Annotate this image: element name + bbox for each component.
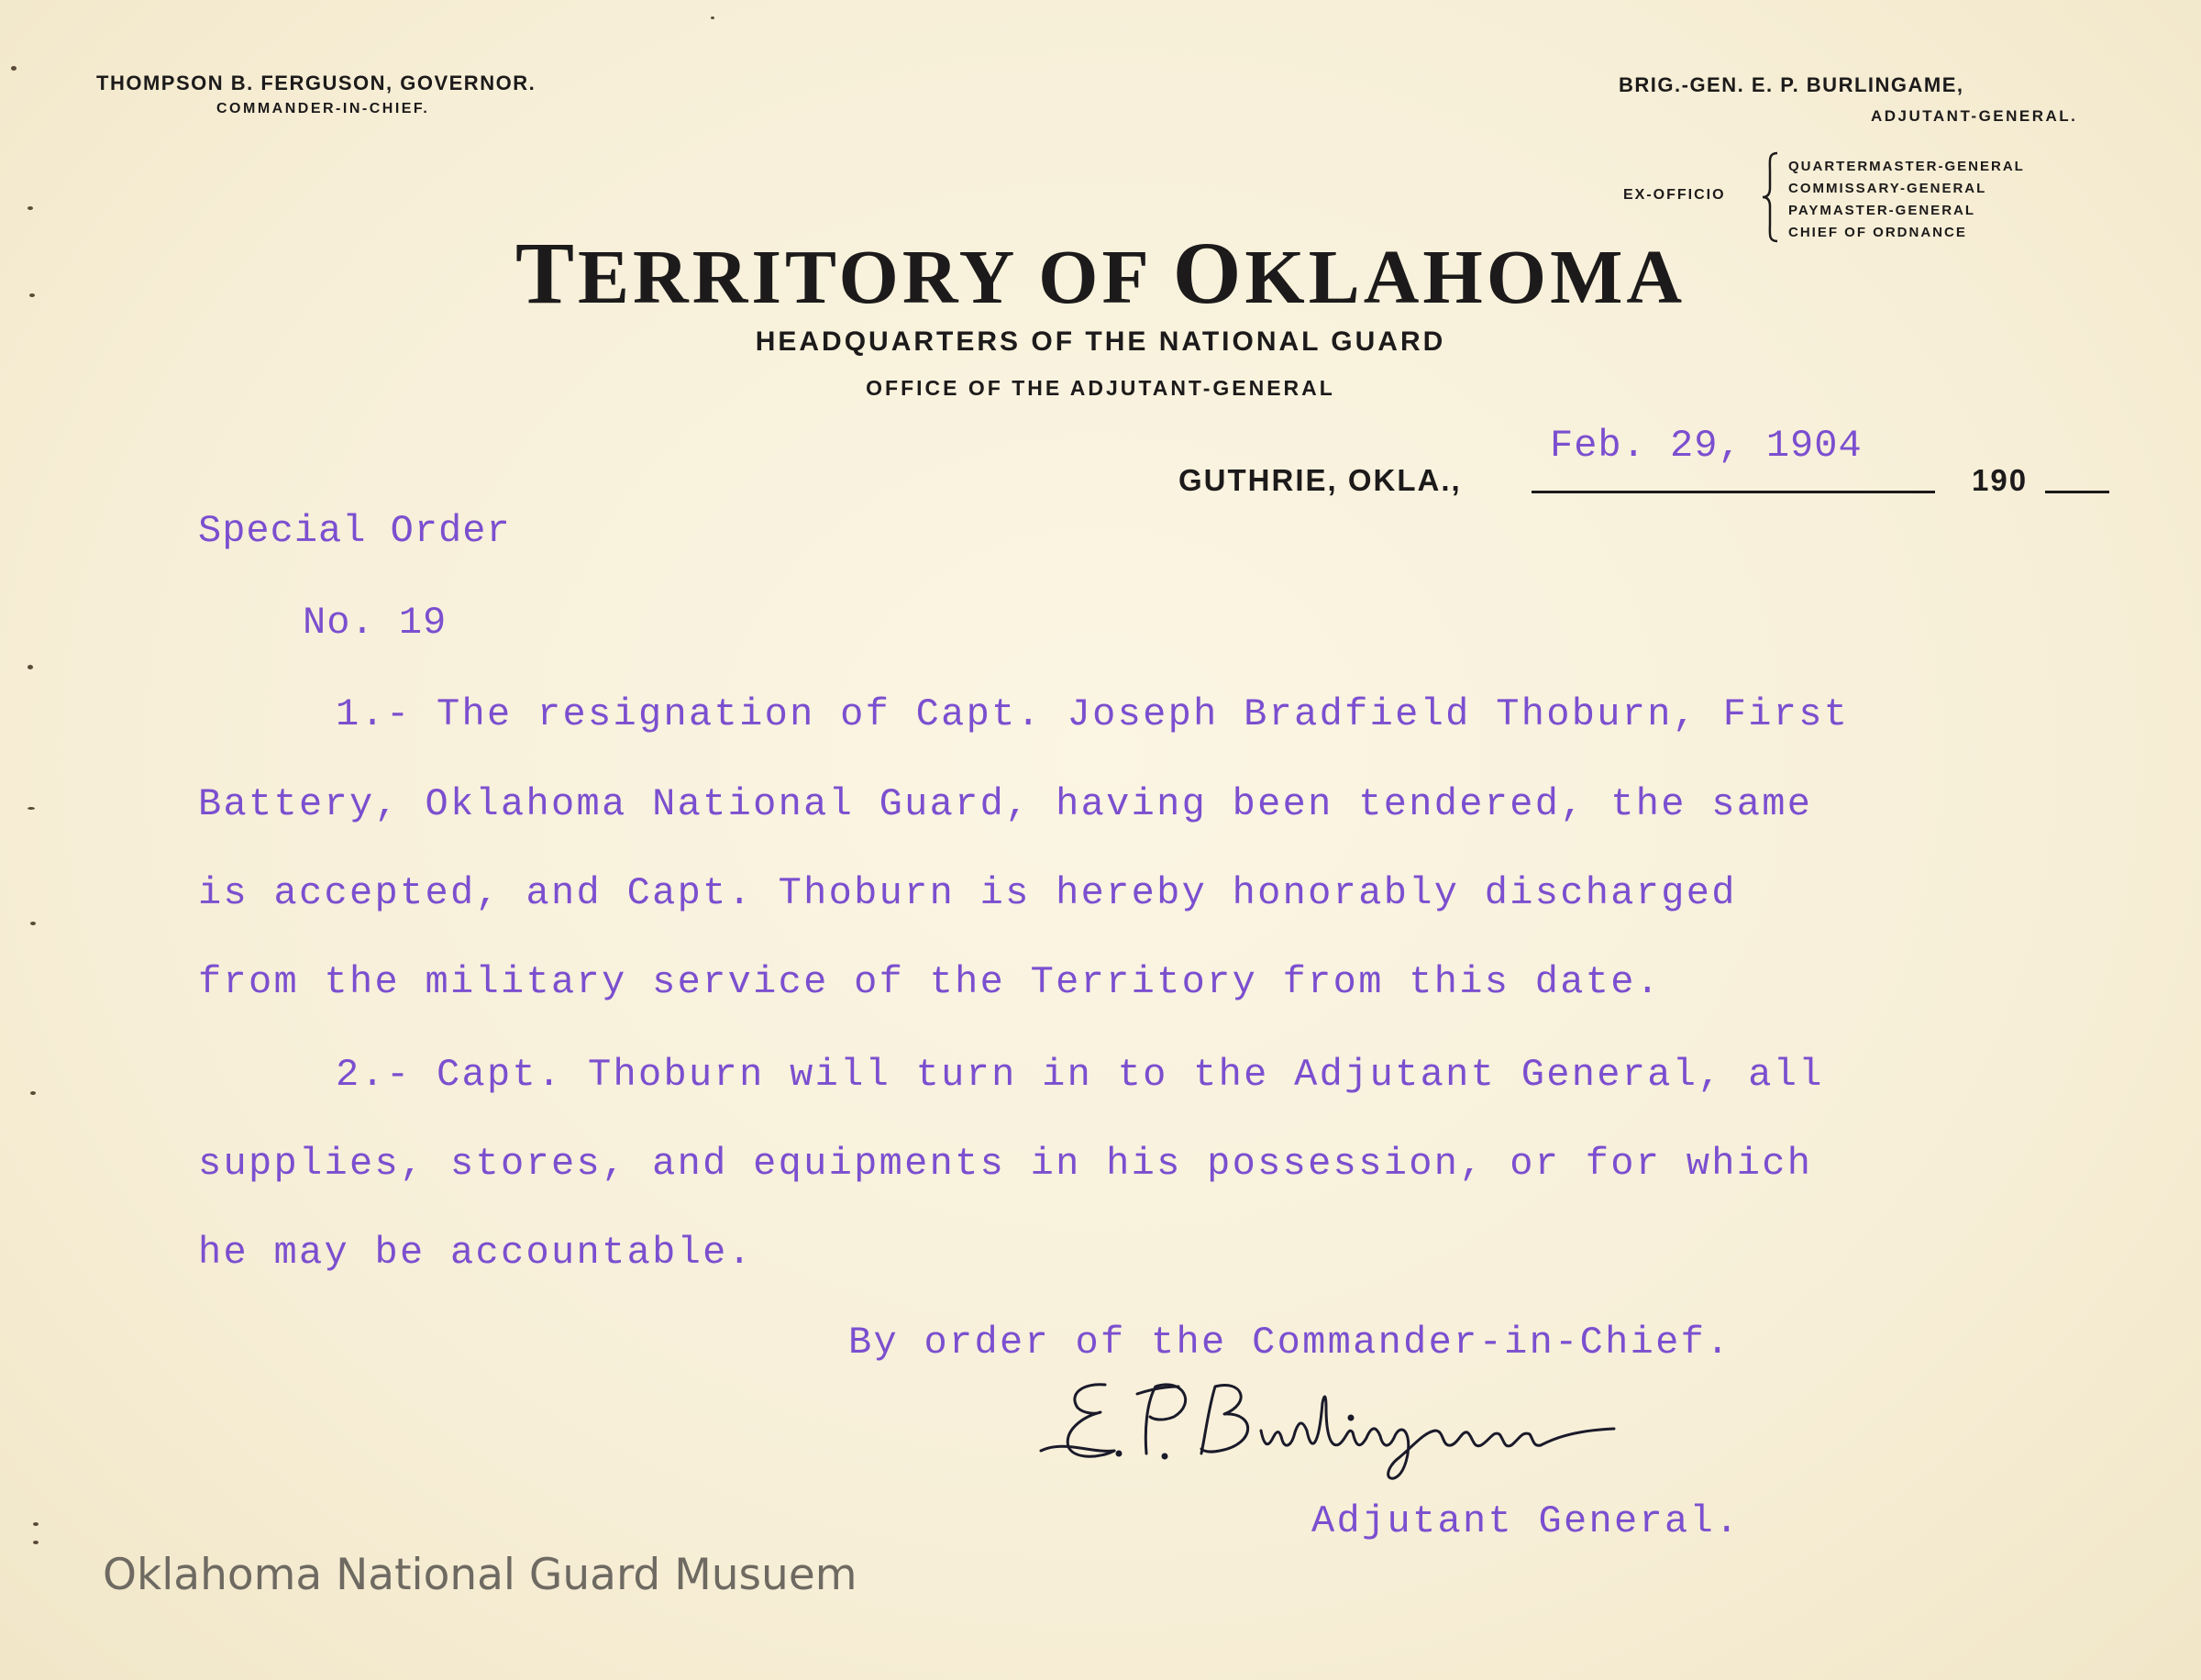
adjutant-general-name: BRIG.-GEN. E. P. BURLINGAME, [1619,73,1964,96]
edge-mark [28,807,35,810]
governor-title: COMMANDER-IN-CHIEF. [216,101,430,116]
edge-mark [30,1091,36,1095]
order-number: No. 19 [303,601,448,645]
body-line: he may be accountable. [198,1231,754,1275]
letter-place: GUTHRIE, OKLA., [1178,463,1462,497]
edge-mark [28,206,33,210]
ex-officio-label: EX-OFFICIO [1623,187,1726,203]
body-line: 1.- The resignation of Capt. Joseph Bradfield Thoburn, First [336,692,1850,736]
body-line: from the military service of the Territory from this date. [198,960,1662,1004]
body-line: Battery, Oklahoma National Guard, having been tendered, the same [198,782,1813,826]
letterhead-title [0,222,2201,324]
closing-line: By order of the Commander-in-Chief. [848,1321,1731,1365]
edge-mark [29,293,35,297]
title-territory-of: ERRITORY OF [578,235,1173,320]
order-title: Special Order [198,509,511,553]
title-initial-t: T [514,224,578,322]
title-initial-o: O [1172,224,1245,322]
ex-officio-role: PAYMASTER-GENERAL [1788,203,1976,218]
title-klahoma: KLAHOMA [1244,235,1687,320]
governor-name: THOMPSON B. FERGUSON, GOVERNOR. [96,72,536,94]
letterhead-office: OFFICE OF THE ADJUTANT-GENERAL [866,376,1335,400]
handwritten-signature [1027,1366,1761,1486]
year-prefix: 190 [1972,463,2029,497]
edge-mark [33,1522,39,1526]
body-line: is accepted, and Capt. Thoburn is hereby honorably discharged [198,871,1737,915]
ex-officio-role: COMMISSARY-GENERAL [1788,181,1987,196]
year-rule [2045,491,2109,493]
edge-mark [711,17,714,19]
edge-mark [30,922,36,925]
ex-officio-role: QUARTERMASTER-GENERAL [1788,159,2025,174]
edge-mark [28,665,33,669]
letter-date: Feb. 29, 1904 [1550,424,1863,468]
adjutant-general-title: ADJUTANT-GENERAL. [1871,107,2078,125]
museum-watermark: Oklahoma National Guard Musuem [103,1550,857,1600]
ex-officio-role: CHIEF OF ORDNANCE [1788,225,1967,240]
edge-mark [33,1541,39,1544]
edge-mark [11,66,17,71]
body-line: 2.- Capt. Thoburn will turn in to the Adjutant General, all [336,1053,1824,1097]
letterhead-subtitle: HEADQUARTERS OF THE NATIONAL GUARD [755,326,1446,357]
date-rule [1532,491,1935,493]
signer-title: Adjutant General. [1311,1499,1741,1543]
body-line: supplies, stores, and equipments in his possession, or for which [198,1142,1813,1186]
